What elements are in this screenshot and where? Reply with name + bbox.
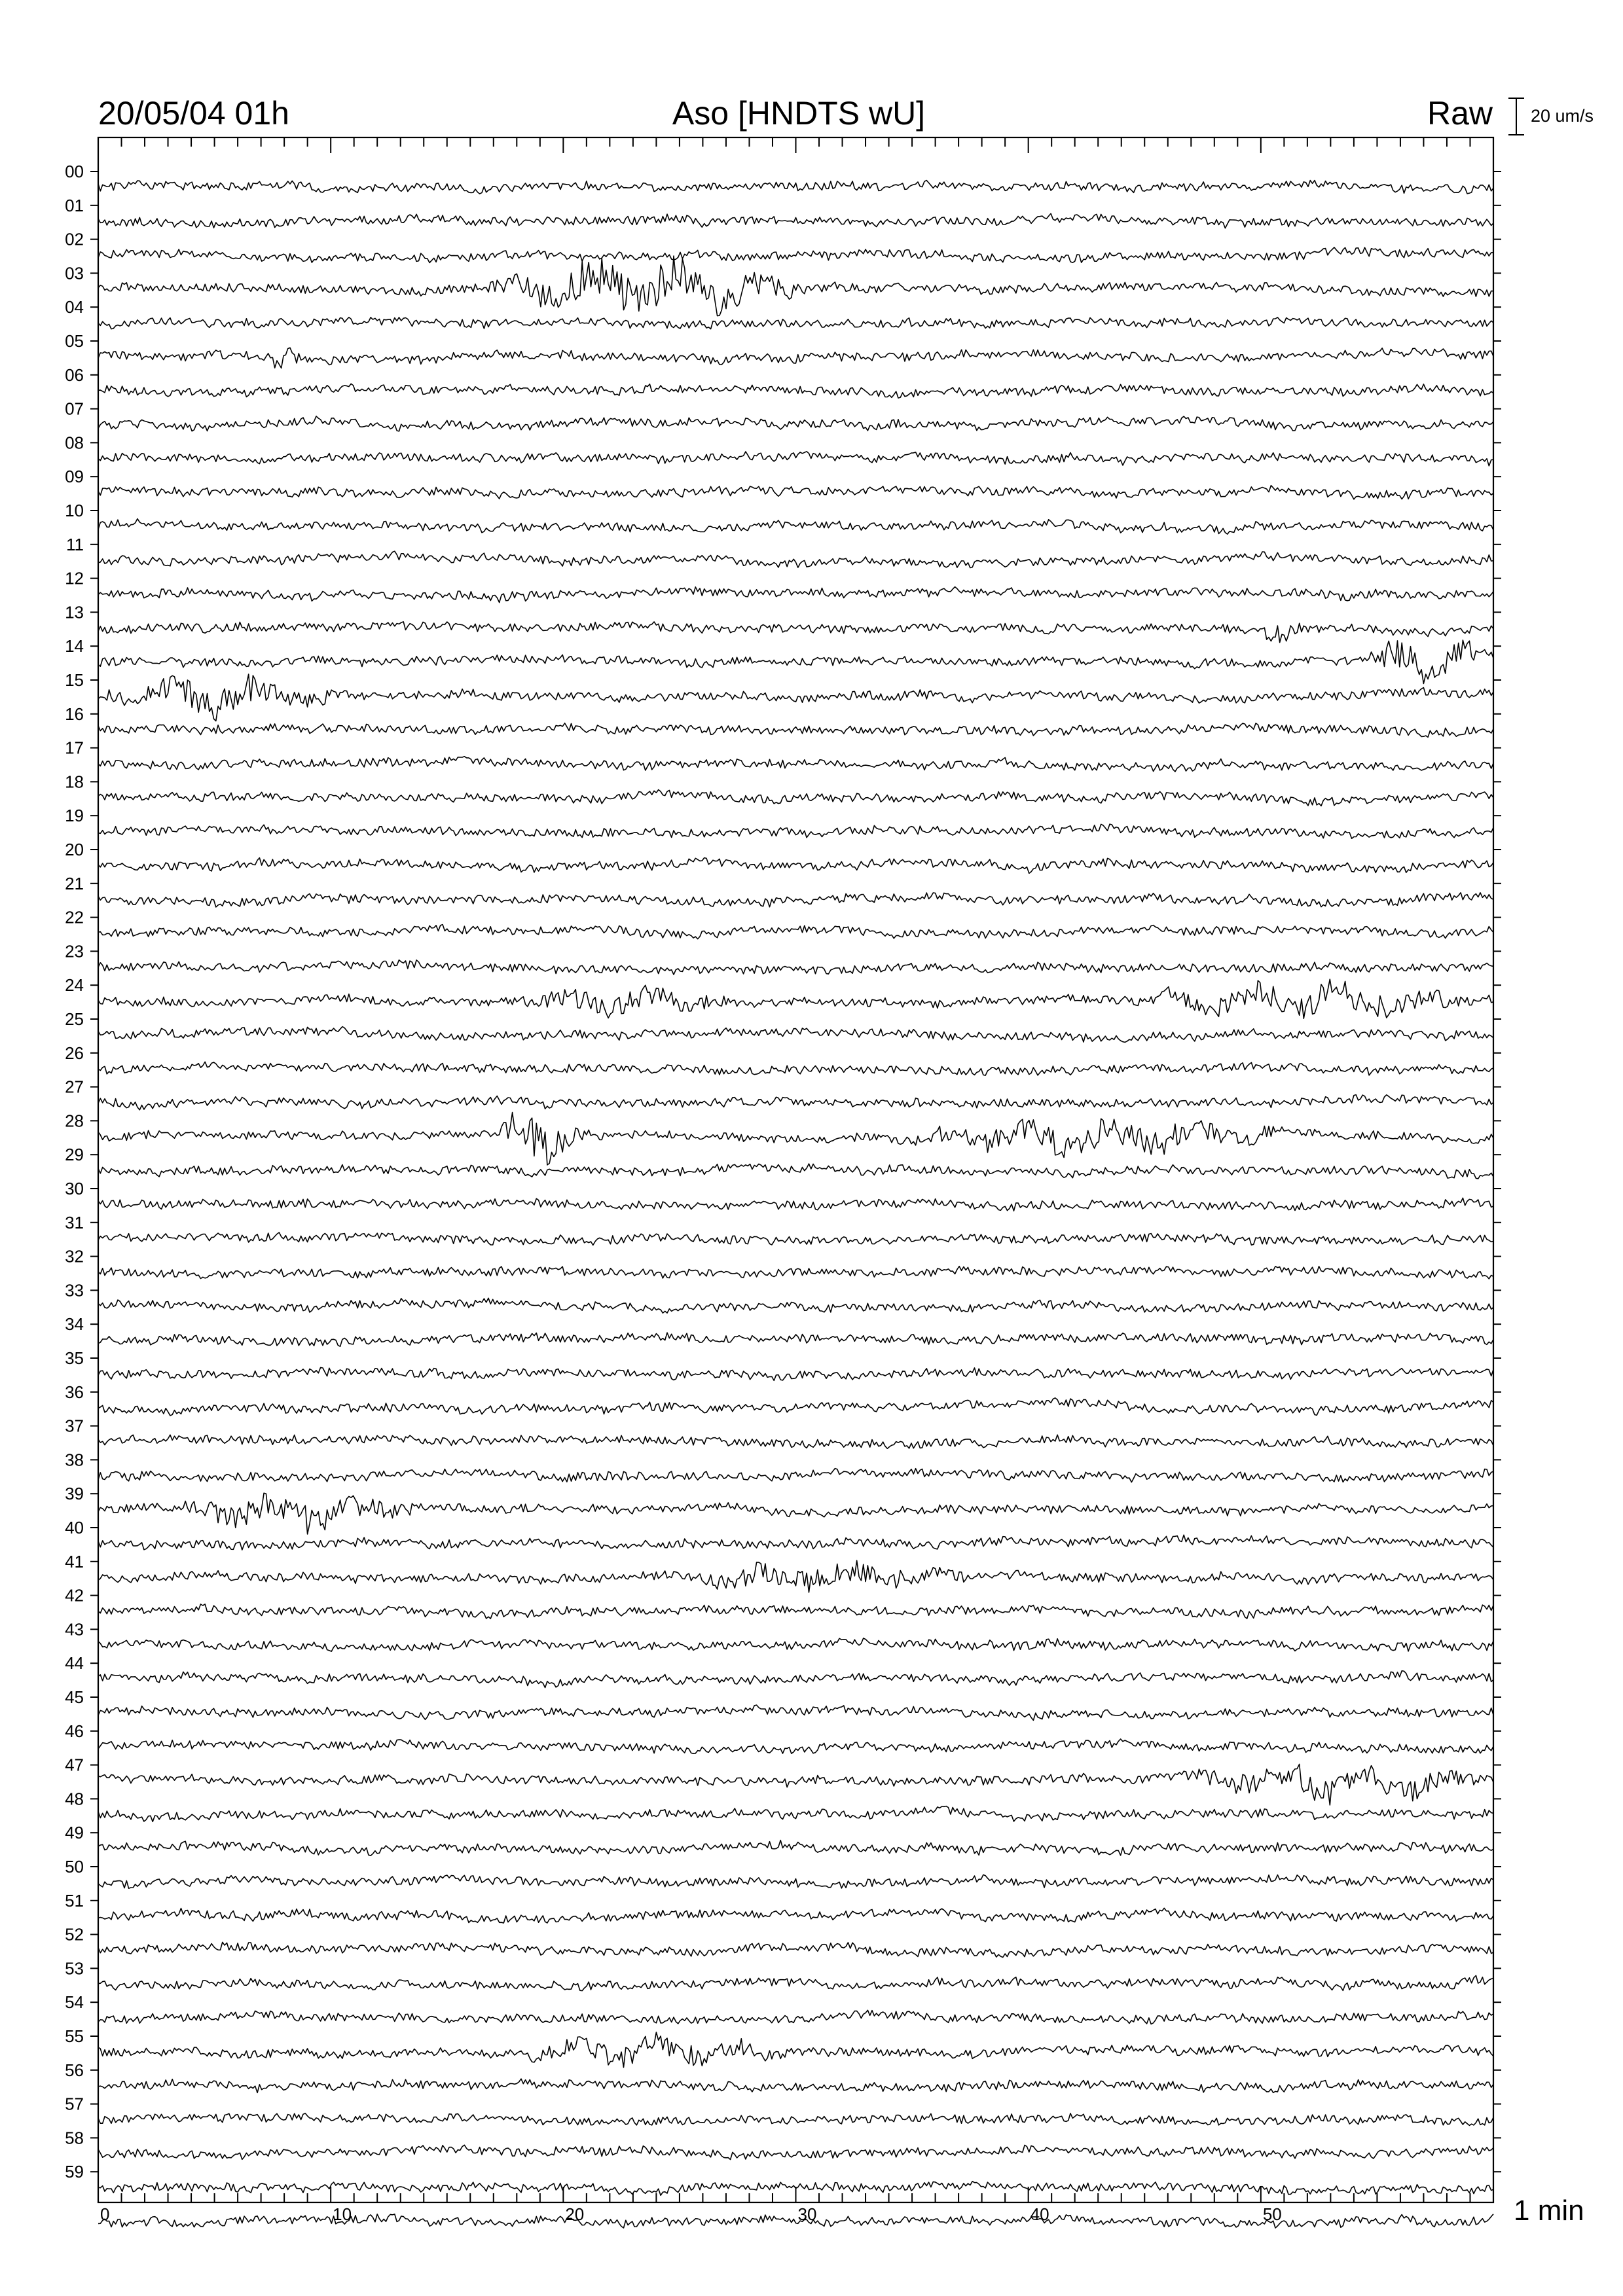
trace-54: [98, 2010, 1493, 2024]
trace-12: [98, 587, 1493, 603]
trace-34: [98, 1333, 1493, 1346]
trace-10: [98, 519, 1493, 535]
row-label: 18: [65, 772, 84, 792]
row-label: 06: [65, 365, 84, 385]
trace-56: [98, 2079, 1493, 2092]
trace-25: [98, 1027, 1493, 1043]
row-label: 22: [65, 907, 84, 927]
row-label: 40: [65, 1518, 84, 1537]
row-label: 58: [65, 2128, 84, 2148]
x-tick-label: 40: [1030, 2204, 1049, 2224]
row-label: 05: [65, 331, 84, 351]
row-label: 32: [65, 1246, 84, 1266]
row-label: 12: [65, 568, 84, 588]
row-label: 36: [65, 1382, 84, 1402]
row-label: 23: [65, 941, 84, 961]
row-label: 56: [65, 2060, 84, 2080]
row-label: 00: [65, 162, 84, 181]
trace-44: [98, 1671, 1493, 1688]
row-label: 43: [65, 1619, 84, 1640]
row-label: 42: [65, 1585, 84, 1605]
row-label: 14: [65, 636, 84, 656]
trace-48: [98, 1806, 1493, 1822]
trace-55: [98, 2032, 1493, 2068]
trace-14: [98, 640, 1493, 683]
row-labels: [65, 162, 84, 2181]
row-label: 27: [65, 1077, 84, 1097]
row-label: 59: [65, 2162, 84, 2182]
trace-37: [98, 1435, 1493, 1448]
trace-45: [98, 1705, 1493, 1720]
amplitude-scale-bar: [1508, 98, 1594, 135]
row-label: 53: [65, 1958, 84, 1979]
row-label: 13: [65, 602, 84, 622]
trace-5: [98, 348, 1493, 368]
mode-label: Raw: [1427, 95, 1493, 132]
row-label: 44: [65, 1653, 84, 1674]
row-label: 15: [65, 670, 84, 690]
row-label: 46: [65, 1721, 84, 1741]
trace-46: [98, 1739, 1493, 1753]
row-label: 34: [65, 1314, 84, 1335]
x-tick-label: 0: [100, 2204, 110, 2224]
trace-29: [98, 1164, 1493, 1179]
row-label: 28: [65, 1111, 84, 1131]
trace-47: [98, 1764, 1493, 1805]
trace-51: [98, 1908, 1493, 1923]
trace-13: [98, 622, 1493, 643]
trace-49: [98, 1840, 1493, 1856]
datetime-label: 20/05/04 01h: [98, 95, 289, 132]
trace-38: [98, 1469, 1493, 1482]
trace-60: [98, 2214, 1493, 2228]
trace-57: [98, 2113, 1493, 2126]
scale-label: 20 um/s: [1531, 106, 1594, 126]
trace-41: [98, 1560, 1493, 1592]
x-tick-label: 20: [565, 2204, 585, 2224]
row-label: 50: [65, 1857, 84, 1876]
row-label: 04: [65, 297, 84, 317]
row-label: 55: [65, 2026, 84, 2046]
row-label: 39: [65, 1484, 84, 1504]
row-label: 30: [65, 1179, 84, 1198]
row-label: 35: [65, 1348, 84, 1368]
trace-4: [98, 317, 1493, 329]
row-label: 25: [65, 1009, 84, 1029]
trace-11: [98, 551, 1493, 567]
trace-2: [98, 247, 1493, 263]
trace-32: [98, 1266, 1493, 1279]
trace-52: [98, 1942, 1493, 1957]
row-label: 17: [65, 738, 84, 758]
trace-0: [98, 181, 1493, 194]
trace-8: [98, 452, 1493, 466]
trace-40: [98, 1535, 1493, 1550]
trace-1: [98, 213, 1493, 228]
row-label: 16: [65, 704, 84, 724]
row-label: 03: [65, 263, 84, 283]
trace-53: [98, 1975, 1493, 1990]
row-label: 26: [65, 1043, 84, 1063]
row-label: 33: [65, 1280, 84, 1300]
row-label: 31: [65, 1212, 84, 1232]
row-label: 21: [65, 873, 84, 893]
row-label: 11: [66, 534, 84, 554]
row-label: 48: [65, 1789, 84, 1809]
row-label: 24: [65, 975, 84, 996]
trace-3: [98, 256, 1493, 316]
station-title: Aso [HNDTS wU]: [672, 95, 926, 132]
trace-43: [98, 1638, 1493, 1651]
trace-27: [98, 1095, 1493, 1110]
x-tick-label: 50: [1262, 2204, 1282, 2224]
row-label: 19: [65, 806, 84, 826]
trace-24: [98, 979, 1493, 1018]
trace-9: [98, 486, 1493, 499]
trace-33: [98, 1298, 1493, 1313]
seismic-traces: [98, 181, 1493, 2228]
row-label: 51: [65, 1890, 84, 1910]
x-tick-label: 30: [797, 2204, 817, 2224]
row-label: 08: [65, 433, 84, 453]
row-label: 37: [65, 1416, 84, 1436]
row-label: 38: [65, 1450, 84, 1470]
trace-7: [98, 416, 1493, 431]
row-label: 10: [65, 501, 84, 520]
trace-36: [98, 1398, 1493, 1416]
trace-15: [98, 674, 1493, 721]
row-label: 20: [65, 840, 84, 859]
trace-19: [98, 824, 1493, 838]
trace-22: [98, 925, 1493, 939]
row-label: 09: [65, 467, 84, 487]
trace-23: [98, 960, 1493, 975]
row-label: 49: [65, 1823, 84, 1843]
trace-20: [98, 858, 1493, 874]
row-label: 41: [65, 1551, 84, 1571]
trace-30: [98, 1198, 1493, 1211]
row-label: 54: [65, 1992, 84, 2013]
trace-16: [98, 723, 1493, 737]
row-label: 01: [65, 195, 84, 215]
trace-58: [98, 2145, 1493, 2159]
trace-26: [98, 1062, 1493, 1075]
trace-17: [98, 757, 1493, 772]
row-label: 52: [65, 1924, 84, 1945]
trace-42: [98, 1604, 1493, 1619]
row-label: 57: [65, 2094, 84, 2114]
trace-39: [98, 1493, 1493, 1534]
trace-28: [98, 1113, 1493, 1165]
trace-50: [98, 1874, 1493, 1888]
duration-label: 1 min: [1514, 2195, 1584, 2227]
trace-21: [98, 893, 1493, 907]
row-label: 29: [65, 1145, 84, 1165]
trace-31: [98, 1232, 1493, 1245]
x-tick-label: 10: [333, 2204, 352, 2224]
trace-18: [98, 790, 1493, 806]
trace-6: [98, 384, 1493, 398]
row-label: 02: [65, 229, 84, 249]
row-label: 47: [65, 1755, 84, 1775]
row-label: 07: [65, 399, 84, 419]
row-label: 45: [65, 1687, 84, 1707]
x-tick-labels: [100, 2204, 1282, 2224]
trace-35: [98, 1367, 1493, 1380]
